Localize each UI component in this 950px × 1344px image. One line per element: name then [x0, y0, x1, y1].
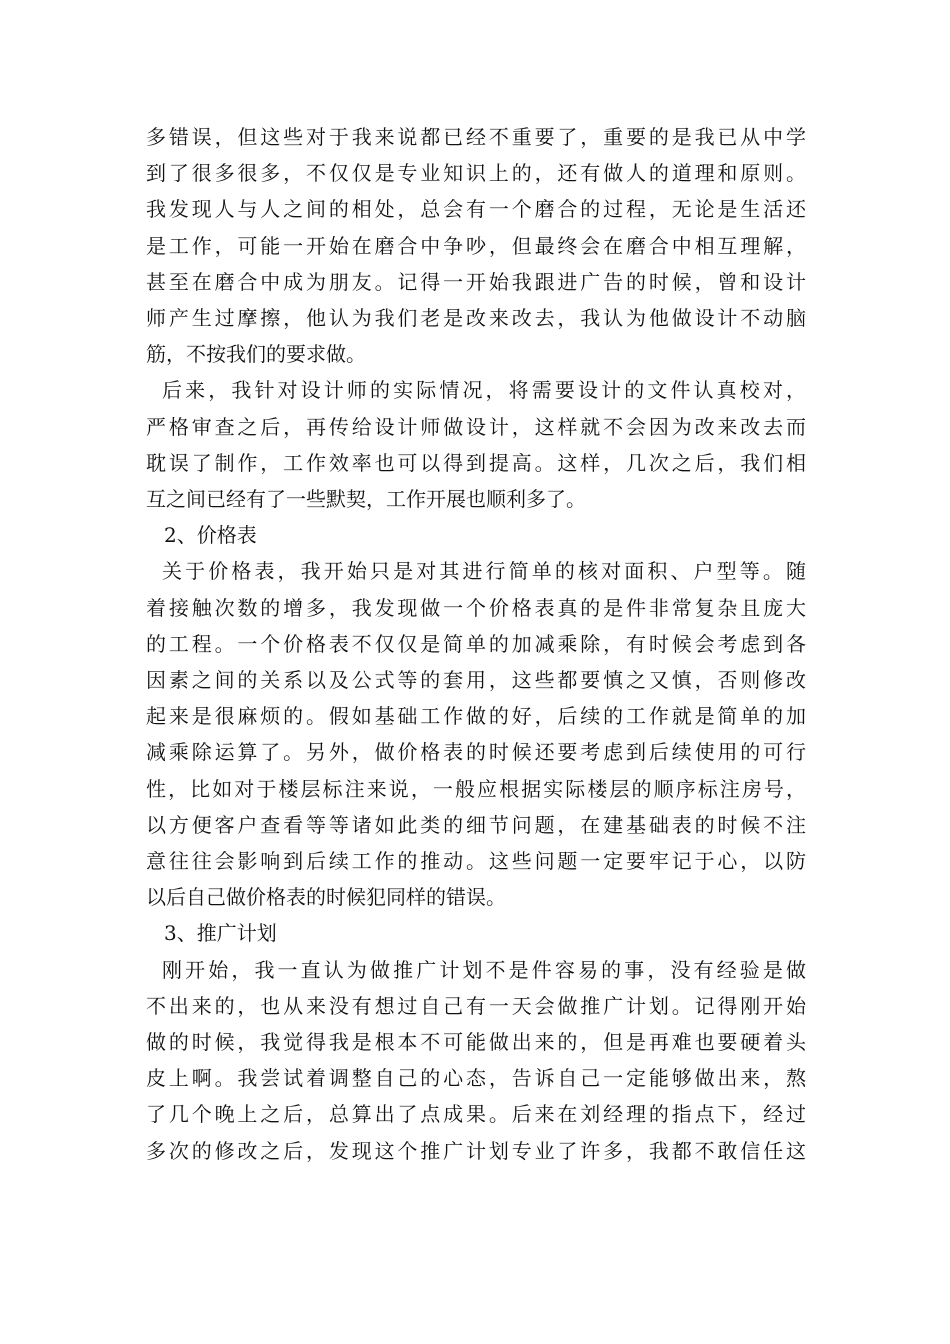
text-line: 做的时候，我觉得我是根本不可能做出来的，但是再难也要硬着头: [146, 1030, 806, 1055]
text-line: 师产生过摩擦，他认为我们老是改来改去，我认为他做设计不动脑: [146, 306, 806, 331]
paragraph-promotion-plan: [146, 952, 806, 1169]
section-heading-price-table: 2、价格表: [164, 523, 257, 548]
text-line: 意往往会影响到后续工作的推动。这些问题一定要牢记于心，以防: [146, 849, 806, 874]
text-line: 多次的修改之后，发现这个推广计划专业了许多，我都不敢信任这: [146, 1138, 806, 1163]
text-line: 着接触次数的增多，我发现做一个价格表真的是件非常复杂且庞大: [146, 595, 806, 620]
text-line: 皮上啊。我尝试着调整自己的心态，告诉自己一定能够做出来，熬: [146, 1066, 806, 1091]
text-line: 关于价格表，我开始只是对其进行简单的核对面积、户型等。随: [162, 559, 806, 584]
document-body: [146, 119, 806, 1169]
text-line: 严格审查之后，再传给设计师做设计，这样就不会因为改来改去而: [146, 414, 806, 439]
paragraph-price-table: [146, 553, 806, 915]
text-line: 到了很多很多，不仅仅是专业知识上的，还有做人的道理和原则。: [146, 161, 806, 186]
paragraph-designer: [146, 372, 806, 517]
text-line: 的工程。一个价格表不仅仅是简单的加减乘除，有时候会考虑到各: [146, 631, 806, 656]
text-line: 以方便客户查看等等诸如此类的细节问题，在建基础表的时候不注: [146, 812, 806, 837]
text-line: 是工作，可能一开始在磨合中争吵，但最终会在磨合中相互理解，: [146, 233, 806, 258]
text-line: 以后自己做价格表的时候犯同样的错误。: [146, 885, 506, 910]
text-line: 不出来的，也从来没有想过自己有一天会做推广计划。记得刚开始: [146, 993, 806, 1018]
section-heading-promotion-plan: 3、推广计划: [164, 921, 277, 946]
text-line: 互之间已经有了一些默契，工作开展也顺利多了。: [146, 487, 586, 512]
paragraph-continuation: [146, 119, 806, 372]
text-line: 耽误了制作，工作效率也可以得到提高。这样，几次之后，我们相: [146, 450, 806, 475]
text-line: 我发现人与人之间的相处，总会有一个磨合的过程，无论是生活还: [146, 197, 806, 222]
text-line: 刚开始，我一直认为做推广计划不是件容易的事，没有经验是做: [162, 957, 806, 982]
text-line: 甚至在磨合中成为朋友。记得一开始我跟进广告的时候，曾和设计: [146, 269, 806, 294]
text-line: 后来，我针对设计师的实际情况，将需要设计的文件认真校对，: [162, 378, 806, 403]
text-line: 起来是很麻烦的。假如基础工作做的好，后续的工作就是简单的加: [146, 704, 806, 729]
text-line: 多错误，但这些对于我来说都已经不重要了，重要的是我已从中学: [146, 125, 806, 149]
text-line: 筋，不按我们的要求做。: [146, 342, 366, 367]
text-line: 减乘除运算了。另外，做价格表的时候还要考虑到后续使用的可行: [146, 740, 806, 765]
text-line: 了几个晚上之后，总算出了点成果。后来在刘经理的指点下，经过: [146, 1102, 806, 1127]
text-line: 因素之间的关系以及公式等的套用，这些都要慎之又慎，否则修改: [146, 668, 806, 693]
text-line: 性，比如对于楼层标注来说，一般应根据实际楼层的顺序标注房号，: [146, 776, 806, 801]
